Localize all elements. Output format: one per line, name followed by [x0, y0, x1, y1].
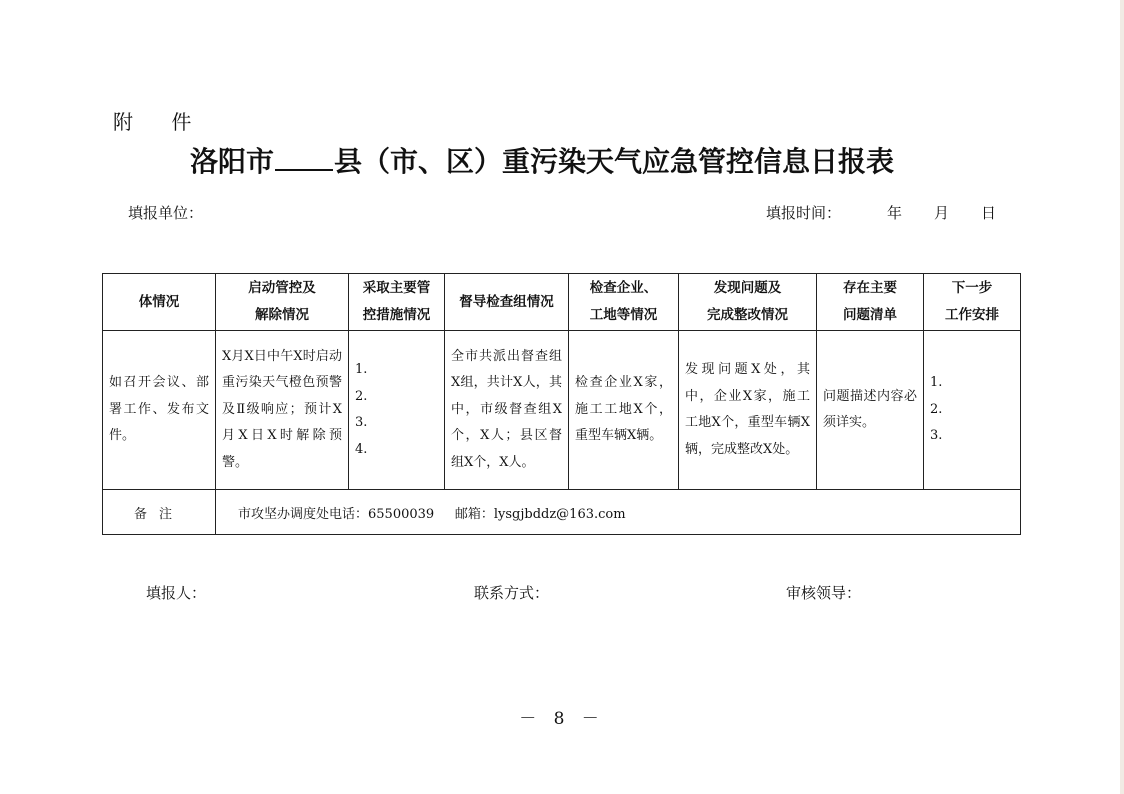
- title-blank-line: [275, 143, 333, 171]
- header-cell: 发现问题及 完成整改情况: [679, 274, 817, 331]
- page-number: － 8 －: [519, 709, 605, 729]
- header-row: [103, 274, 1021, 331]
- header-cell: 启动管控及 解除情况: [216, 274, 349, 331]
- cell-next-steps: 1. 2. 3.: [924, 331, 1021, 490]
- header-cell: 体情况: [103, 274, 216, 331]
- cell-inspection-groups: 全市共派出督查组X组，共计X人，其中，市级督查组X个，X人；县区督组X个，X人。: [445, 331, 569, 490]
- cell-issues-fixes: 发现问题X处，其中，企业X家，施工工地X个，重型车辆X辆，完成整改X处。: [679, 331, 817, 490]
- header-cell: 采取主要管 控措施情况: [349, 274, 445, 331]
- cell-overall: 如召开会议、部署工作、发布文件。: [103, 331, 216, 490]
- remark-label: 备注: [103, 490, 216, 535]
- remark-row: [103, 490, 1021, 535]
- header-cell: 下一步 工作安排: [924, 274, 1021, 331]
- fill-time-label: 填报时间：: [766, 204, 842, 222]
- header-cell: 督导检查组情况: [445, 274, 569, 331]
- day-label: 日: [981, 204, 997, 222]
- page-edge: [1120, 0, 1124, 794]
- reporter-label: 填报人：: [146, 584, 207, 602]
- cell-inspected-sites: 检查企业X家，施工工地X个，重型车辆X辆。: [569, 331, 679, 490]
- remark-phone: 市攻坚办调度处电话：65500039: [238, 506, 435, 522]
- fill-unit-label: 填报单位：: [128, 204, 204, 222]
- contact-label: 联系方式：: [474, 584, 550, 602]
- report-table: [102, 273, 1021, 535]
- header-cell: 检查企业、 工地等情况: [569, 274, 679, 331]
- cell-issue-list: 问题描述内容必须详实。: [817, 331, 924, 490]
- remark-email: 邮箱：lysgjbddz@163.com: [454, 506, 626, 522]
- title-suffix: 县（市、区）重污染天气应急管控信息日报表: [334, 145, 895, 178]
- reviewer-label: 审核领导：: [786, 584, 862, 602]
- table-row: [103, 331, 1021, 490]
- title-prefix: 洛阳市: [190, 145, 275, 178]
- cell-start-end: X月X日中午X时启动重污染天气橙色预警及Ⅱ级响应；预计X月X日X时解除预警。: [216, 331, 349, 490]
- attachment-label: 附 件: [113, 110, 208, 134]
- cell-measures: 1. 2. 3. 4.: [349, 331, 445, 490]
- header-cell: 存在主要 问题清单: [817, 274, 924, 331]
- page-title: [190, 142, 934, 182]
- remark-text: [216, 490, 1021, 535]
- fill-time: [766, 202, 996, 223]
- month-label: 月: [934, 204, 950, 222]
- year-label: 年: [887, 204, 903, 222]
